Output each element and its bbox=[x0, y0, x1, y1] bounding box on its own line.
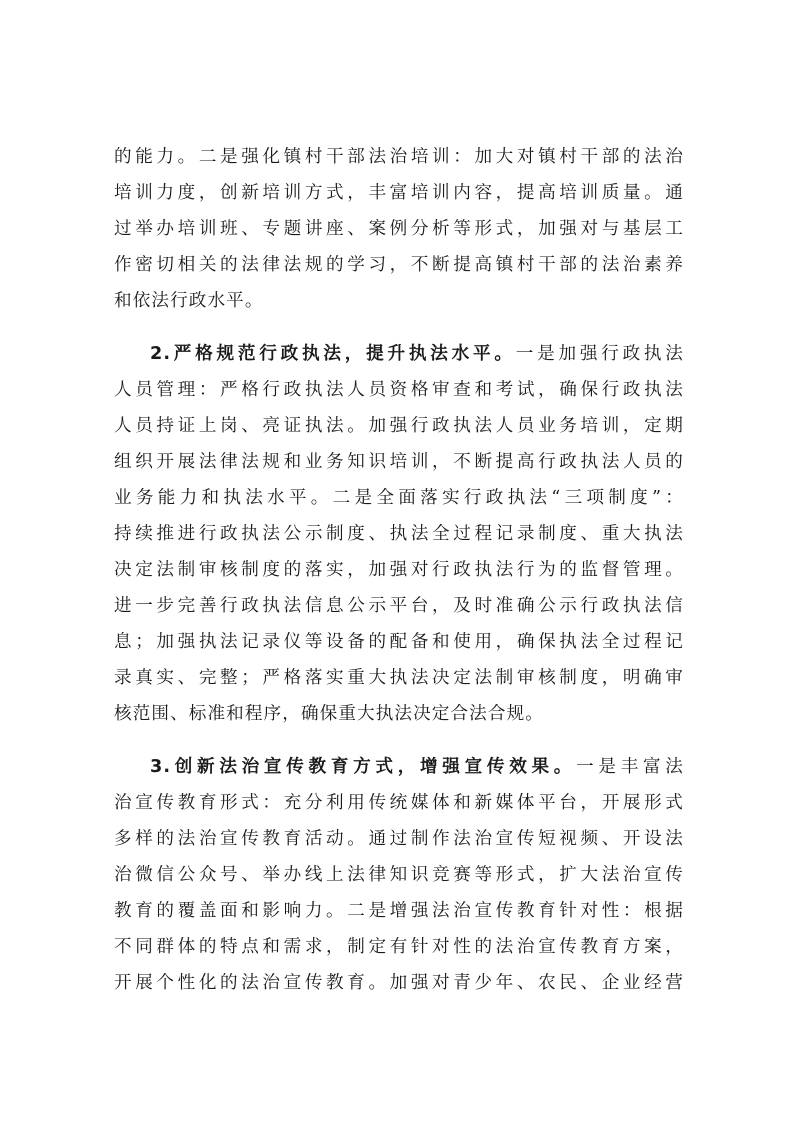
paragraph-2-line: 人员管理：严格行政执法人员资格审查和考试，确保行政执法 bbox=[114, 380, 684, 400]
paragraph-2-line: 录真实、完整；严格落实重大执法决定法制审核制度，明确审 bbox=[114, 668, 684, 688]
paragraph-2-line: 持续推进行政执法公示制度、执法全过程记录制度、重大执法 bbox=[114, 524, 684, 544]
paragraph-2-first-line bbox=[150, 338, 684, 370]
paragraph-2-line: 决定法制审核制度的落实，加强对行政执法行为的监督管理。 bbox=[114, 560, 684, 580]
paragraph-3-line: 治宣传教育形式：充分利用传统媒体和新媒体平台，开展形式 bbox=[114, 793, 684, 813]
paragraph-2-line: 业务能力和执法水平。二是全面落实行政执法“三项制度”： bbox=[114, 488, 684, 508]
paragraph-3-line: 多样的法治宣传教育活动。通过制作法治宣传短视频、开设法 bbox=[114, 829, 684, 849]
paragraph-1-line-3: 过举办培训班、专题讲座、案例分析等形式，加强对与基层工 bbox=[114, 219, 684, 239]
paragraph-3-first-line-text: 一是丰富法 bbox=[576, 757, 684, 777]
paragraph-3-line: 治微信公众号、举办线上法律知识竞赛等形式，扩大法治宣传 bbox=[114, 865, 684, 885]
paragraph-2-line: 人员持证上岗、亮证执法。加强行政执法人员业务培训，定期 bbox=[114, 416, 684, 436]
paragraph-1-line-5: 和依法行政水平。 bbox=[114, 291, 264, 311]
paragraph-1-line-2: 培训力度，创新培训方式，丰富培训内容，提高培训质量。通 bbox=[114, 183, 684, 203]
paragraph-2-line: 息；加强执法记录仪等设备的配备和使用，确保执法全过程记 bbox=[114, 632, 684, 652]
paragraph-2-first-line-text: 一是加强行政执法 bbox=[515, 344, 684, 364]
paragraph-2-heading: 2.严格规范行政执法，提升执法水平。 bbox=[150, 344, 516, 364]
paragraph-3-line: 不同群体的特点和需求，制定有针对性的法治宣传教育方案， bbox=[114, 937, 684, 957]
paragraph-2-line: 核范围、标准和程序，确保重大执法决定合法合规。 bbox=[114, 704, 544, 724]
paragraph-3-first-line bbox=[150, 751, 684, 783]
paragraph-3-line: 开展个性化的法治宣传教育。加强对青少年、农民、企业经营 bbox=[114, 973, 684, 993]
paragraph-3-line: 教育的覆盖面和影响力。二是增强法治宣传教育针对性：根据 bbox=[114, 901, 684, 921]
paragraph-2-line: 组织开展法律法规和业务知识培训，不断提高行政执法人员的 bbox=[114, 452, 684, 472]
paragraph-1-line-1: 的能力。二是强化镇村干部法治培训：加大对镇村干部的法治 bbox=[114, 147, 684, 167]
paragraph-3-heading: 3.创新法治宣传教育方式，增强宣传效果。 bbox=[150, 757, 577, 777]
paragraph-1-line-4: 作密切相关的法律法规的学习，不断提高镇村干部的法治素养 bbox=[114, 255, 684, 275]
paragraph-2-line: 进一步完善行政执法信息公示平台，及时准确公示行政执法信 bbox=[114, 596, 684, 616]
